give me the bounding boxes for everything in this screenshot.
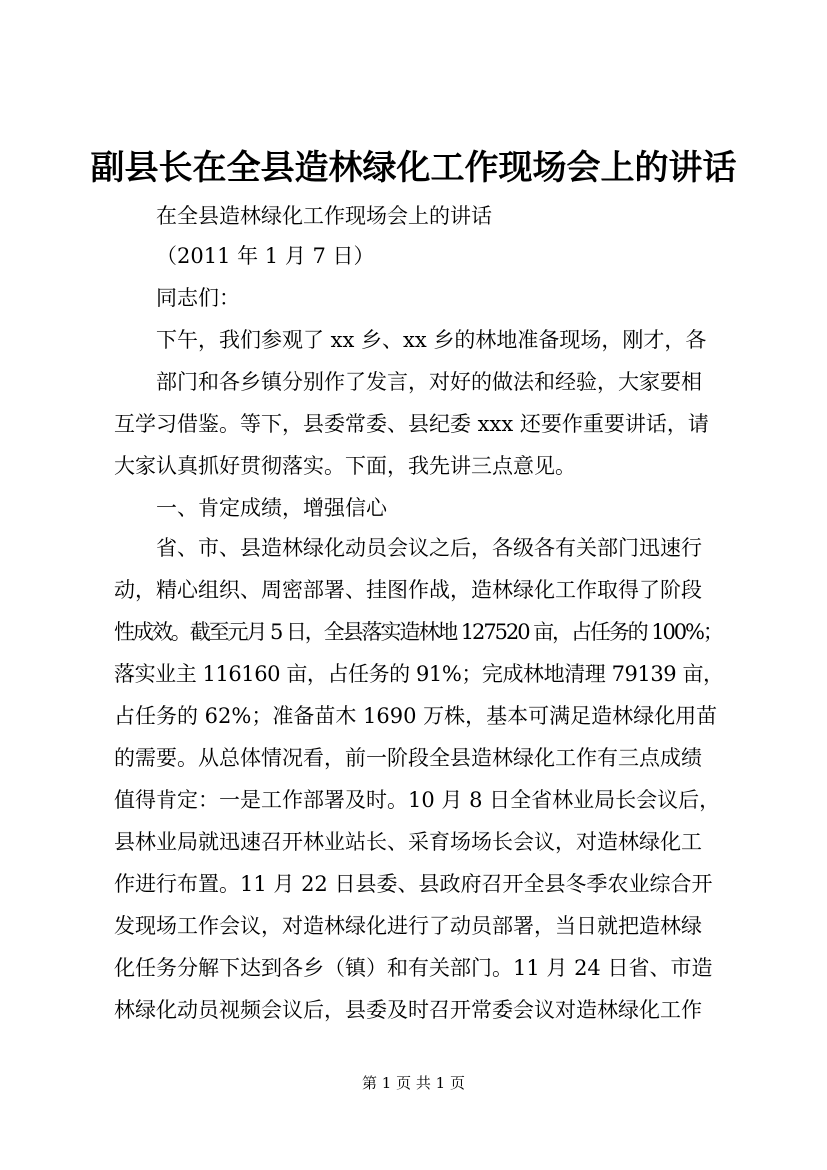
body-line: 下午，我们参观了 xx 乡、xx 乡的林地准备现场，刚才，各 bbox=[156, 328, 707, 352]
section-heading: 一、肯定成绩，增强信心 bbox=[156, 496, 387, 520]
body-line: 占任务的 62%；准备苗木 1690 万株，基本可满足造林绿化用苗 bbox=[114, 704, 718, 728]
page-number: 第 1 页 共 1 页 bbox=[362, 1074, 465, 1092]
body-line: 互学习借鉴。等下，县委常委、县纪委 xxx 还要作重要讲话，请 bbox=[114, 412, 709, 436]
body-line: 部门和各乡镇分别作了发言，对好的做法和经验，大家要相 bbox=[156, 370, 702, 394]
body-line: 大家认真抓好贯彻落实。下面，我先讲三点意见。 bbox=[114, 454, 576, 478]
body-line: 动，精心组织、周密部署、挂图作战，造林绿化工作取得了阶段 bbox=[114, 578, 702, 602]
body-line: 化任务分解下达到各乡（镇）和有关部门。11 月 24 日省、市造 bbox=[114, 956, 713, 980]
body-line: 林绿化动员视频会议后，县委及时召开常委会议对造林绿化工作 bbox=[114, 998, 702, 1022]
body-line: 发现场工作会议，对造林绿化进行了动员部署，当日就把造林绿 bbox=[114, 914, 702, 938]
body-line: 县林业局就迅速召开林业站长、采育场场长会议，对造林绿化工 bbox=[114, 830, 702, 854]
subtitle-line: 在全县造林绿化工作现场会上的讲话 bbox=[156, 204, 492, 228]
body-line: 落实业主 116160 亩，占任务的 91%；完成林地清理 79139 亩， bbox=[114, 662, 724, 686]
body-line: 省、市、县造林绿化动员会议之后，各级各有关部门迅速行 bbox=[156, 536, 702, 560]
body-line: 值得肯定：一是工作部署及时。10 月 8 日全省林业局长会议后， bbox=[114, 788, 721, 812]
date-line: （2011 年 1 月 7 日） bbox=[156, 244, 375, 268]
body-line: 作进行布置。11 月 22 日县委、县政府召开全县冬季农业综合开 bbox=[114, 872, 713, 896]
document-title: 副县长在全县造林绿化工作现场会上的讲话 bbox=[90, 148, 737, 188]
body-line: 的需要。从总体情况看，前一阶段全县造林绿化工作有三点成绩 bbox=[114, 746, 702, 770]
salutation-line: 同志们： bbox=[156, 286, 240, 310]
body-line: 性成效。截至元月 5 日，全县落实造林地 127520 亩，占任务的 100%； bbox=[114, 620, 722, 644]
